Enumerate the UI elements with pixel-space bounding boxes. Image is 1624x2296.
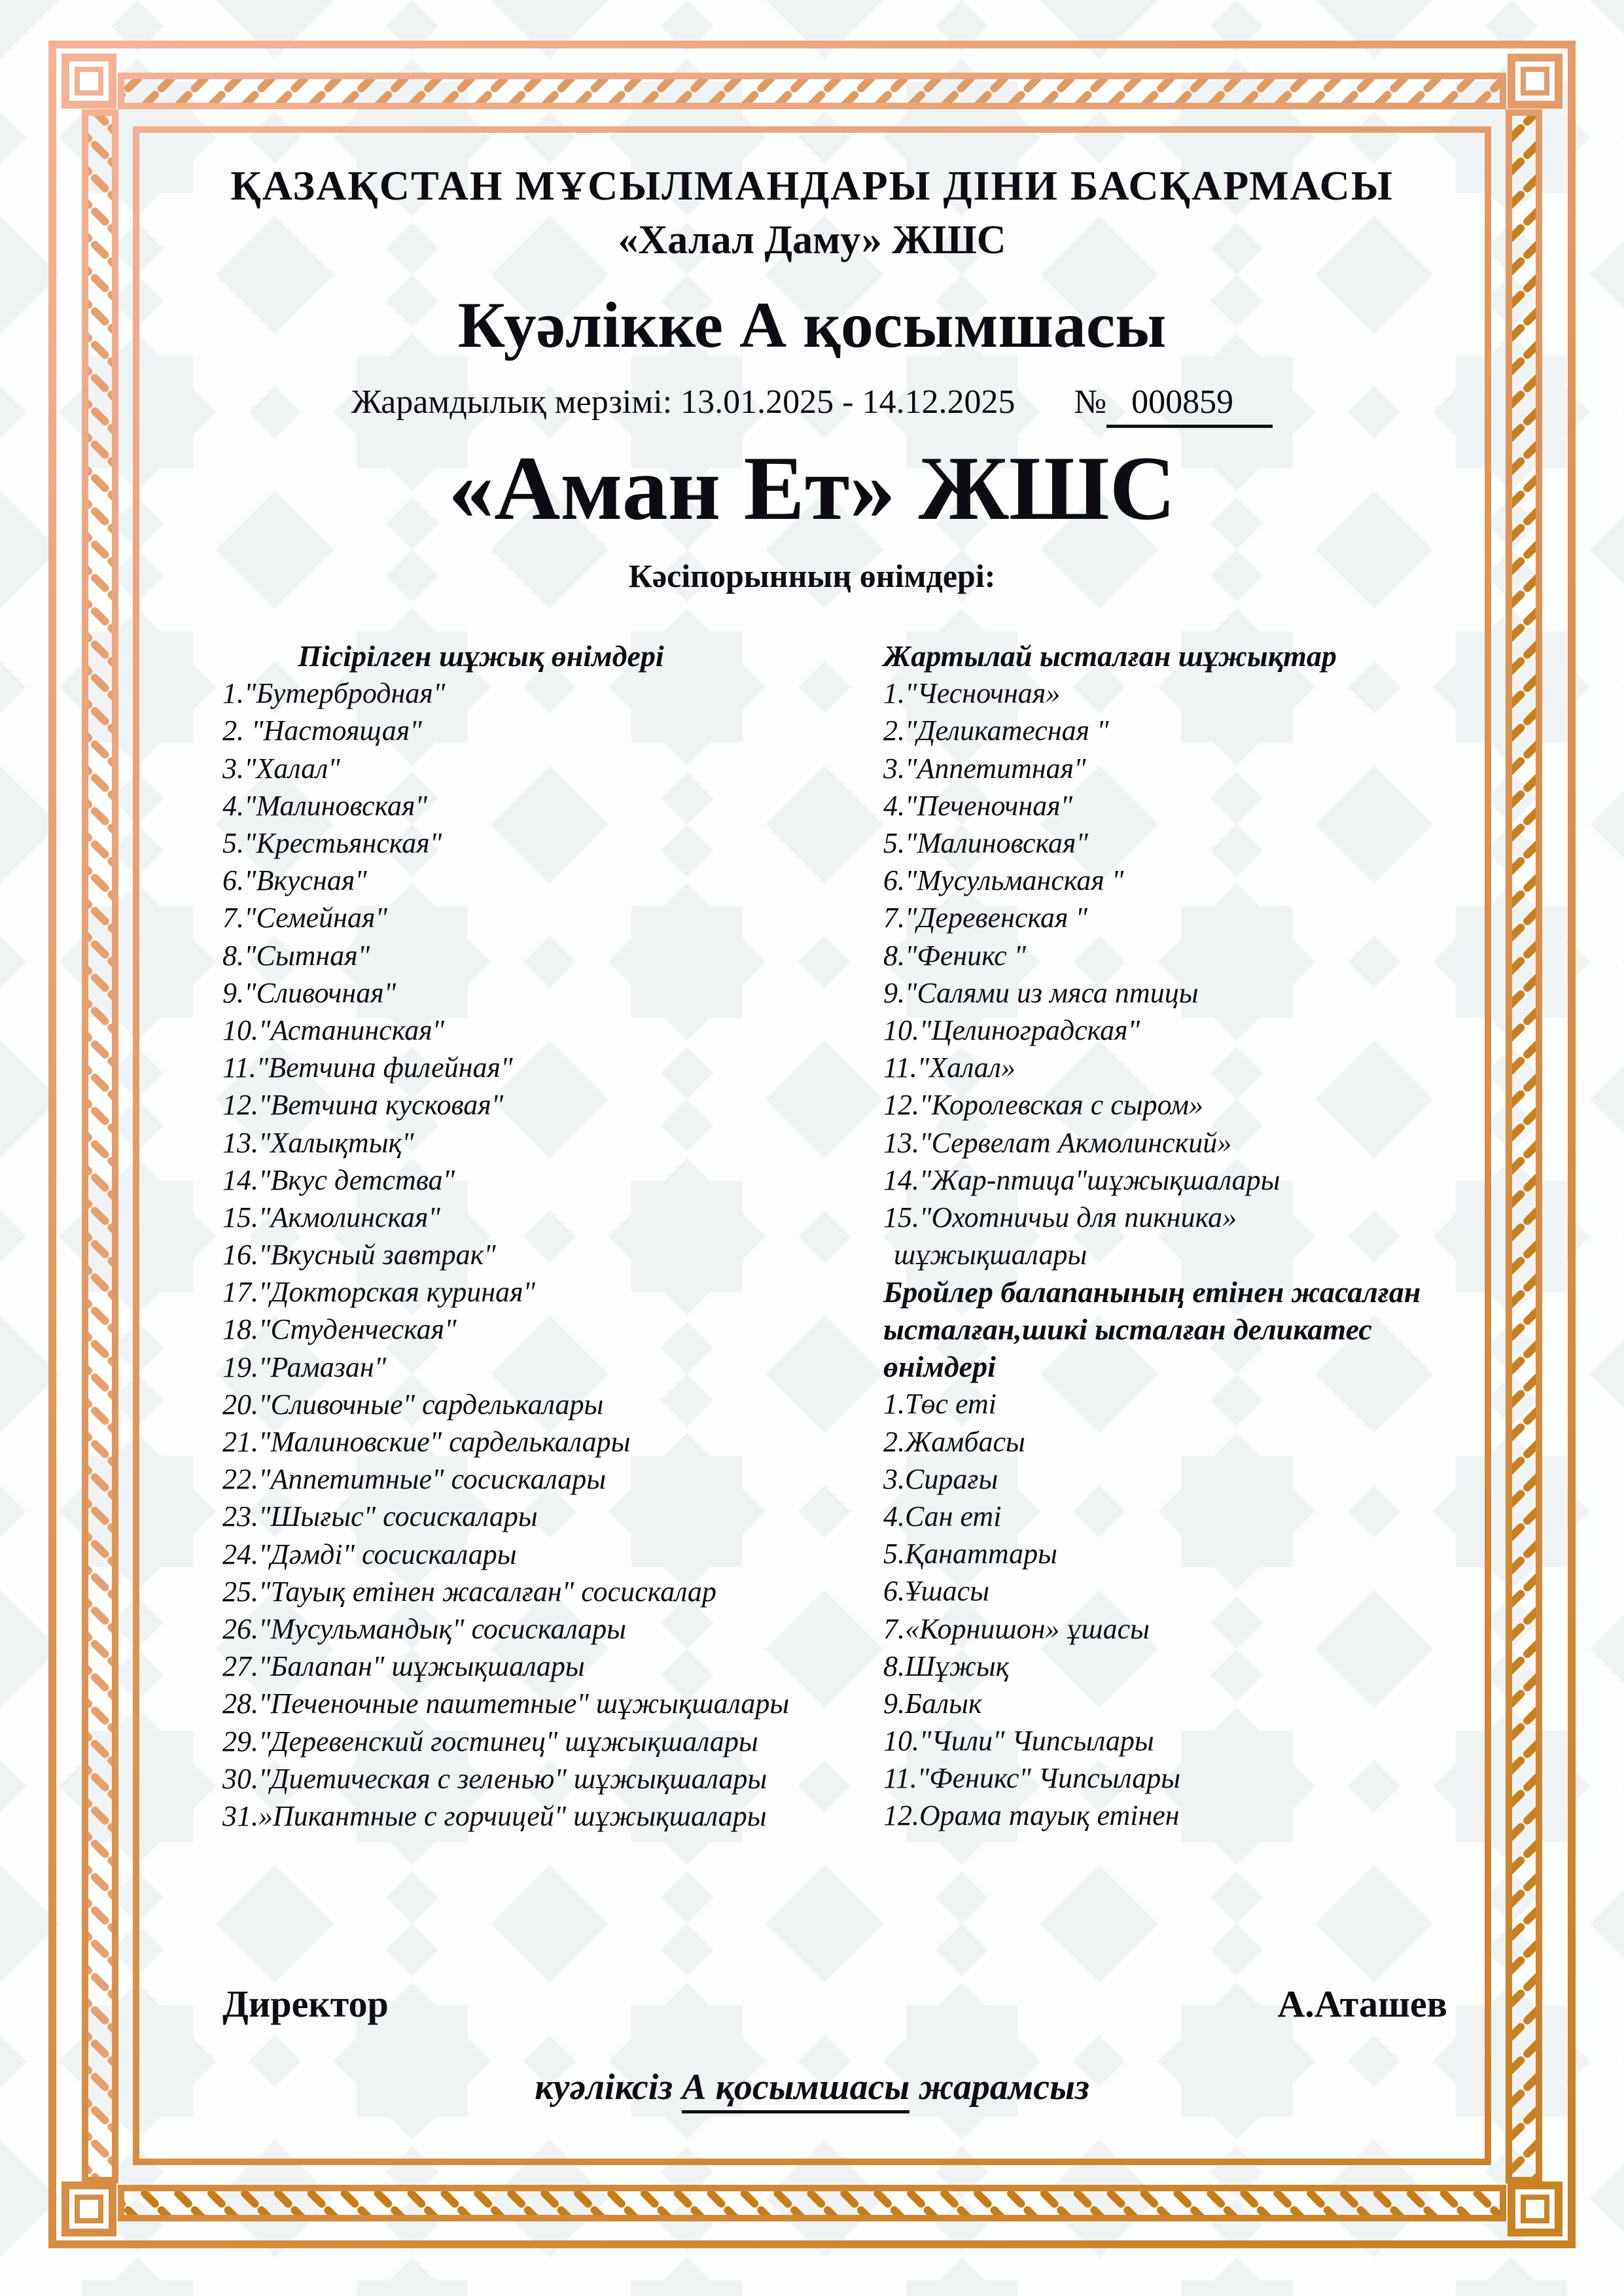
list-item: 14."Жар-птица"шұжықшалары (883, 1163, 1280, 1196)
list-item: 4."Печеночная" (883, 789, 1073, 822)
list-item: 9."Сливочная" (222, 976, 397, 1009)
list-item: 24."Дәмді" сосискалары (222, 1538, 517, 1570)
company-name: «Аман Ет» ЖШС (448, 438, 1176, 540)
product-columns (222, 637, 1487, 1835)
list-item: 8."Сытная" (222, 939, 370, 972)
list-item: 2. "Настоящая" (222, 715, 422, 747)
list-item: 1."Бутербродная" (222, 677, 446, 710)
list-item: 7.«Корнишон» ұшасы (883, 1612, 1150, 1645)
note-prefix: куәліксіз (535, 2067, 682, 2108)
list-item: 19."Рамазан" (222, 1351, 387, 1383)
list-item: 7."Семейная" (222, 902, 387, 934)
list-item: 5.Қанаттары (883, 1538, 1057, 1570)
list-item: 3."Аппетитная" (883, 752, 1086, 785)
left-column-header: Пісірілген шұжық өнімдері (298, 639, 664, 673)
products-label: Кәсіпорынның өнімдері: (628, 557, 996, 595)
list-item: 22."Аппетитные" сосискалары (222, 1463, 606, 1496)
list-item: 31.»Пикантные с горчицей" шұжықшалары (222, 1799, 767, 1832)
product-column-left (222, 637, 883, 1835)
validity-line (222, 383, 1402, 428)
list-item: 8."Феникс " (883, 939, 1027, 972)
product-sublist-right (883, 1385, 1487, 1834)
list-item: 18."Студенческая" (222, 1313, 457, 1346)
list-item: 10."Астанинская" (222, 1014, 445, 1046)
list-item: 27."Балапан" шұжықшалары (222, 1650, 585, 1683)
list-item: 2.Жамбасы (883, 1425, 1025, 1458)
list-item: 5."Малиновская" (883, 827, 1088, 860)
product-list-right (883, 675, 1487, 1236)
director-label: Директор (222, 1983, 389, 2026)
list-item: 25."Тауық етінен жасалған" сосискалар (222, 1575, 716, 1608)
list-item: 20."Сливочные" сарделькалары (222, 1388, 604, 1421)
list-item: 23."Шығыс" сосискалары (222, 1500, 538, 1533)
list-item: 16."Вкусный завтрак" (222, 1239, 496, 1271)
list-item: 11."Ветчина филейная" (222, 1051, 513, 1084)
list-item: 12."Ветчина кусковая" (222, 1089, 504, 1122)
list-item: 1."Чесночная» (883, 677, 1061, 710)
list-item: 9.Балык (883, 1687, 982, 1720)
list-item: 12."Королевская с сыром» (883, 1089, 1203, 1122)
list-item: 7."Деревенская " (883, 902, 1087, 934)
product-column-right (883, 637, 1487, 1834)
list-item: 13."Халықтық" (222, 1126, 414, 1159)
list-item: 14."Вкус детства" (222, 1163, 455, 1196)
list-item: 21."Малиновские" сарделькалары (222, 1426, 631, 1458)
list-item: 4."Малиновская" (222, 789, 427, 822)
list-item: 6."Вкусная" (222, 864, 367, 897)
list-item: 26."Мусульмандық" сосискалары (222, 1612, 626, 1645)
list-item: 13."Сервелат Акмолинский» (883, 1126, 1232, 1159)
list-item: 8.Шұжық (883, 1650, 1010, 1682)
product-list-left (222, 675, 883, 1835)
signature-row (222, 1982, 1487, 2026)
list-item: 11."Халал» (883, 1051, 1015, 1084)
list-item: 15."Охотничьи для пикника» (883, 1201, 1237, 1233)
list-item: 28."Печеночные паштетные" шұжықшалары (222, 1687, 790, 1720)
list-item: 6.Ұшасы (883, 1575, 990, 1608)
certificate-number-group (1074, 383, 1273, 421)
list-item: 17."Докторская куриная" (222, 1276, 536, 1309)
right-column-header: Жартылай ысталған шұжықтар (883, 639, 1337, 673)
list-item: 2."Деликатесная " (883, 715, 1109, 747)
list-item: 30."Диетическая с зеленью" шұжықшалары (222, 1762, 768, 1795)
wrapped-list-line: шұжықшалары (894, 1239, 1087, 1271)
list-item: 29."Деревенский гостинец" шұжықшалары (222, 1725, 758, 1757)
list-item: 11."Феникс" Чипсылары (883, 1762, 1181, 1795)
note-underlined-part: А қосымшасы (682, 2067, 909, 2113)
list-item: 9."Салями из мяса птицы (883, 976, 1199, 1009)
list-item: 4.Сан еті (883, 1500, 1002, 1532)
subsection-header: Бройлер балапанының етінен жасалған ысталған,шикі ысталған деликатес өнімдері (883, 1275, 1421, 1384)
number-sign: № (1074, 383, 1107, 421)
certificate-number: 000859 (1106, 383, 1273, 428)
director-name: А.Аташев (1277, 1983, 1447, 2026)
list-item: 3."Халал" (222, 752, 340, 785)
org-name-line-2: «Халал Даму» ЖШС (618, 218, 1006, 263)
validity-label: Жарамдылық мерзімі: 13.01.2025 - 14.12.2025 (351, 383, 1015, 421)
list-item: 1.Төс еті (883, 1388, 997, 1421)
list-item: 15."Акмолинская" (222, 1201, 440, 1233)
validity-note (222, 2066, 1487, 2108)
list-item: 6."Мусульманская " (883, 864, 1124, 897)
note-suffix: жарамсыз (909, 2067, 1089, 2108)
document-title: Куәлікке А қосымшасы (457, 289, 1167, 362)
list-item: 5."Крестьянская" (222, 827, 442, 860)
list-item: 10."Чили" Чипсылары (883, 1725, 1154, 1757)
list-item: 3.Сирағы (883, 1462, 998, 1495)
list-item: 12.Орама тауық етінен (883, 1799, 1180, 1832)
list-item: 10."Целиноградская" (883, 1014, 1140, 1046)
header-block (222, 164, 1487, 594)
org-name-line-1: ҚАЗАҚСТАН МҰСЫЛМАНДАРЫ ДІНИ БАСҚАРМАСЫ (230, 162, 1394, 209)
